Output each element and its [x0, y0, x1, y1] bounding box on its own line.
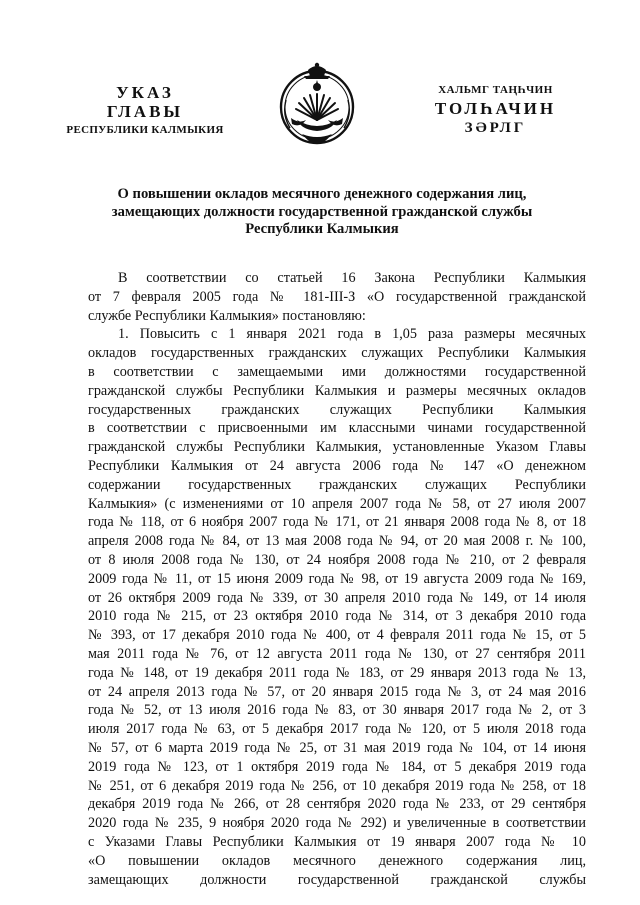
body-line: декабря 2019 года № 266, от 28 сентября 2020 года № 233, от 29 сентября: [88, 796, 586, 813]
body-line: мая 2011 года № 76, от 12 августа 2011 года № 130, от 27 сентября 2011: [88, 645, 586, 662]
body-line: апреля 2008 года № 84, от 13 мая 2008 года № 94, от 20 мая 2008 г. № 100,: [88, 533, 586, 550]
body-line: № 57, от 6 марта 2019 года № 25, от 31 мая 2019 года № 104, от 14 июня: [88, 739, 586, 756]
body-line: 1. Повысить с 1 января 2021 года в 1,05 раза размеры месячных: [118, 326, 586, 343]
header-left-line2: ГЛАВЫ: [106, 102, 184, 121]
body-line: 2010 года № 215, от 23 октября 2010 года № 314, от 3 декабря 2010 года: [88, 608, 586, 625]
body-line: В соответствии со статьей 16 Закона Республики Калмыкия: [118, 270, 586, 286]
body-line: 2019 года № 123, от 1 октября 2019 года № 184, от 5 декабря 2019 года: [88, 758, 586, 775]
body-line: № 251, от 6 декабря 2019 года № 256, от 10 декабря 2019 года № 258, от 18: [88, 777, 586, 794]
body-line: июля 2017 года № 63, от 5 декабря 2017 года № 120, от 5 июля 2018 года: [88, 721, 586, 738]
title-line: замещающих должности государственной гражданской службы: [111, 203, 533, 220]
body-line: от 8 июля 2008 года № 130, от 24 ноября 2008 года № 210, от 2 февраля: [88, 551, 586, 568]
header-left-line3: РЕСПУБЛИКИ КАЛМЫКИЯ: [66, 124, 224, 136]
body-line: 2009 года № 11, от 15 июня 2009 года № 98, от 19 августа 2009 года № 169,: [88, 570, 586, 587]
body-line: в соответствии с присвоенными им классными чинами государственной: [88, 420, 586, 437]
decree-title: [80, 186, 564, 239]
body-line: года № 118, от 6 ноября 2007 года № 171, от 21 января 2008 года № 8, от 18: [88, 514, 586, 531]
header-left-russian: [60, 83, 230, 138]
header-right-line2: ТОЛҺАЧИН: [434, 99, 557, 118]
body-line: замещающих должности государственной гражданской службы: [88, 871, 586, 888]
body-line: в соответствии с замещаемыми ими должностями государственной: [88, 363, 586, 380]
body-line: Республики Калмыкия от 24 августа 2006 года № 147 «О денежном: [88, 457, 586, 474]
title-line: О повышении окладов месячного денежного содержания лиц,: [117, 186, 527, 202]
decree-body: [88, 269, 586, 889]
header-right-line1: ХАЛЬМГ ТАҢҺЧИН: [438, 84, 553, 96]
body-line: гражданской службы Республики Калмыкия, установленные Указом Главы: [88, 439, 586, 456]
title-line: Республики Калмыкия: [245, 221, 399, 237]
body-line: окладов государственных гражданских служащих Республики Калмыкия: [88, 345, 586, 362]
body-line: от 7 февраля 2005 года № 181-III-З «О государственной гражданской: [88, 288, 586, 305]
header-right-kalmyk: [408, 83, 583, 138]
body-line: содержании государственных гражданских служащих Республики: [88, 476, 586, 493]
body-line: года № 52, от 13 июля 2016 года № 83, от 30 января 2017 года № 2, от 3: [88, 702, 586, 719]
header-right-line3: ЗӘРЛГ: [464, 120, 527, 136]
body-line: от 24 апреля 2013 года № 57, от 20 января 2015 года № 3, от 24 мая 2016: [88, 683, 586, 700]
body-line: от 26 октября 2009 года № 339, от 30 апреля 2010 года № 149, от 14 июля: [88, 589, 586, 606]
header-left-line1: УКАЗ: [116, 83, 174, 102]
body-line: № 393, от 17 декабря 2010 года № 400, от 4 февраля 2011 года № 15, от 5: [88, 627, 586, 644]
body-line: «О повышении окладов месячного денежного содержания лиц,: [88, 852, 586, 869]
body-line: 2020 года № 235, 9 ноября 2020 года № 292) и увеличенные в соответствии: [88, 815, 586, 832]
body-line: службе Республики Калмыкия» постановляю:: [88, 307, 366, 324]
coat-of-arms-icon: [274, 60, 360, 150]
body-line: года № 148, от 19 декабря 2011 года № 183, от 29 января 2013 года № 13,: [88, 664, 586, 681]
body-line: государственных гражданских служащих Республики Калмыкия: [88, 401, 586, 418]
body-line: с Указами Главы Республики Калмыкия от 19 января 2007 года № 10: [88, 833, 586, 850]
body-line: Калмыкия» (с изменениями от 10 апреля 2007 года № 58, от 27 июля 2007: [88, 495, 586, 512]
body-line: гражданской службы Республики Калмыкия и размеры месячных окладов: [88, 382, 586, 399]
